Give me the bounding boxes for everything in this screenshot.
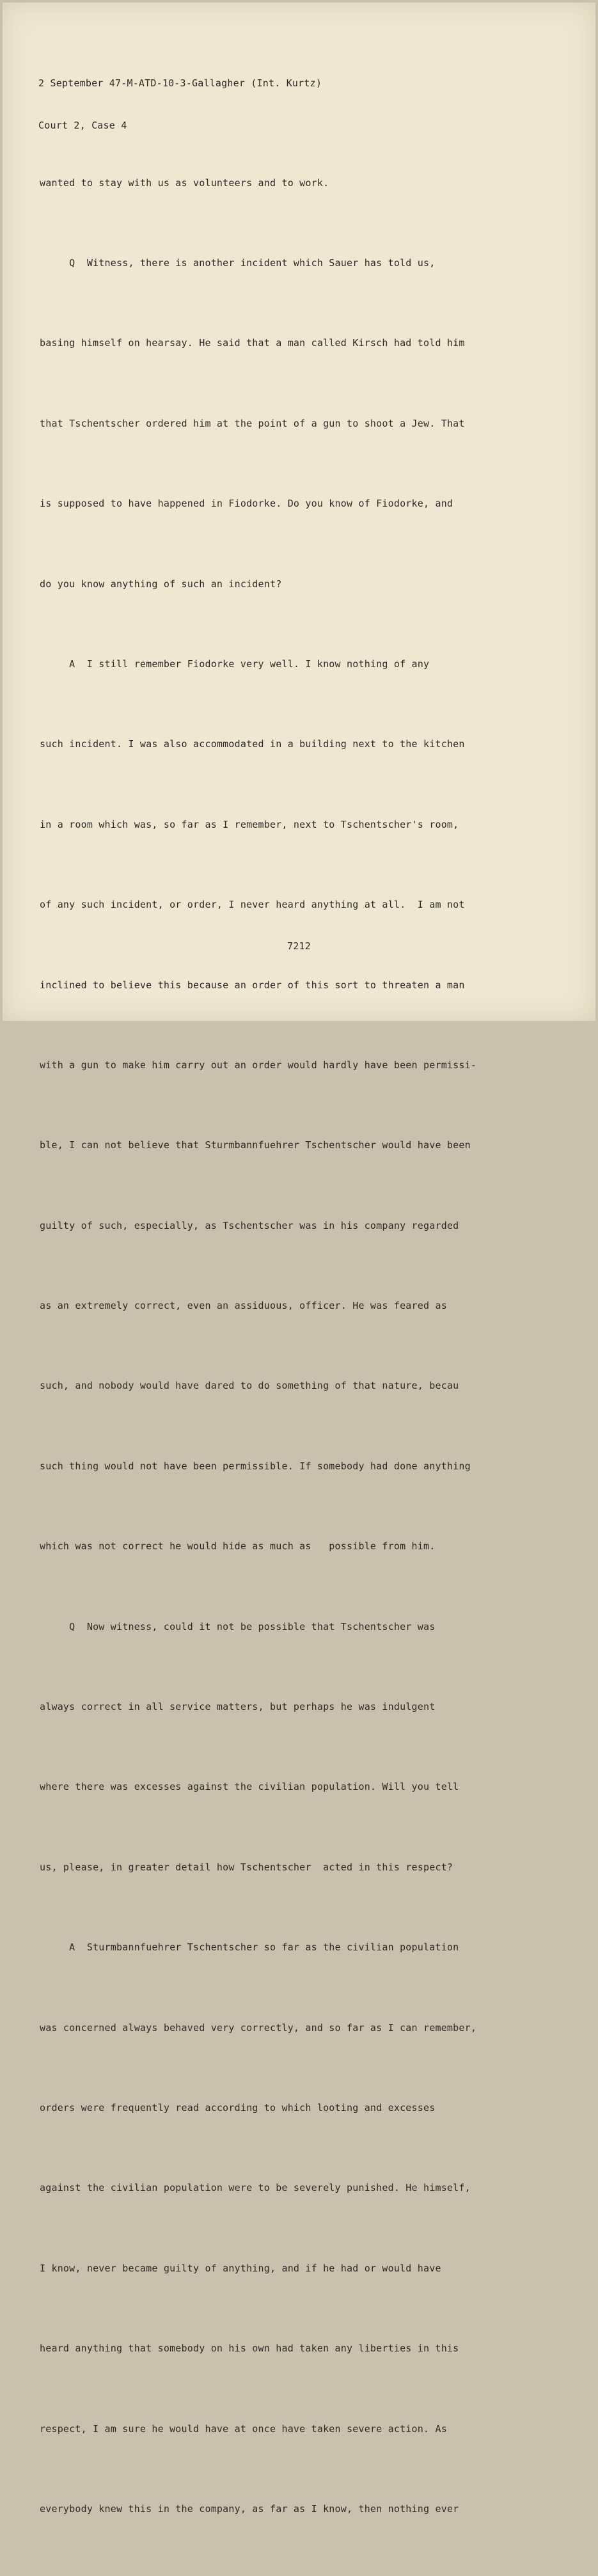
transcript-line: us, please, in greater detail how Tschentscher acted in this respect? — [40, 1861, 453, 1873]
transcript-line: basing himself on hearsay. He said that a man called Kirsch had told him — [40, 337, 465, 349]
transcript-line: guilty of such, especially, as Tschentscher was in his company regarded — [40, 1219, 459, 1231]
transcript-line: that Tschentscher ordered him at the point of a gun to shoot a Jew. That — [40, 417, 465, 429]
transcript-line: as an extremely correct, even an assiduous, officer. He was feared as — [40, 1300, 447, 1312]
transcript-line: which was not correct he would hide as much as possible from him. — [40, 1540, 436, 1553]
document-page — [3, 3, 595, 2515]
transcript-line: heard anything that somebody on his own had taken any liberties in this — [40, 2343, 459, 2355]
transcript-line: everybody knew this in the company, as far as I know, then nothing ever — [40, 2502, 459, 2515]
transcript-line: such thing would not have been permissible. If somebody had done anything — [40, 1460, 471, 1472]
transcript-line: I know, never became guilty of anything, and if he had or would have — [40, 2262, 441, 2274]
page-number: 7212 — [287, 940, 311, 952]
transcript-line: ble, I can not believe that Sturmbannfuehrer Tschentscher would have been — [40, 1139, 471, 1151]
transcript-line: against the civilian population were to be severely punished. He himself, — [40, 2182, 471, 2194]
transcript-line: Q Witness, there is another incident which Sauer has told us, — [40, 257, 436, 269]
header-reference-line: 2 September 47-M-ATD-10-3-Gallagher (Int. Kurtz) — [38, 77, 322, 89]
transcript-line: was concerned always behaved very correctly, and so far as I can remember, — [40, 2021, 477, 2034]
transcript-line: do you know anything of such an incident? — [40, 578, 282, 590]
transcript-body — [40, 116, 476, 2576]
header-court-case-line: Court 2, Case 4 — [38, 120, 127, 131]
transcript-line: orders were frequently read according to which looting and excesses — [40, 2101, 436, 2114]
transcript-line: A Sturmbannfuehrer Tschentscher so far as the civilian population — [40, 1941, 459, 1954]
transcript-line: where there was excesses against the civilian population. Will you tell — [40, 1781, 459, 1793]
transcript-line: of any such incident, or order, I never heard anything at all. I am not — [40, 899, 465, 911]
transcript-line: inclined to believe this because an order of this sort to threaten a man — [40, 979, 465, 991]
transcript-line: A I still remember Fiodorke very well. I know nothing of any — [40, 658, 430, 670]
transcript-line: is supposed to have happened in Fiodorke. Do you know of Fiodorke, and — [40, 498, 453, 510]
transcript-line: Q Now witness, could it not be possible that Tschentscher was — [40, 1620, 436, 1632]
transcript-line: in a room which was, so far as I remember, next to Tschentscher's room, — [40, 818, 459, 830]
transcript-line: with a gun to make him carry out an order would hardly have been permissi- — [40, 1059, 477, 1071]
transcript-line: such incident. I was also accommodated in a building next to the kitchen — [40, 738, 465, 750]
transcript-line: wanted to stay with us as volunteers and to work. — [40, 177, 329, 189]
transcript-line: always correct in all service matters, but perhaps he was indulgent — [40, 1701, 436, 1713]
transcript-line: such, and nobody would have dared to do something of that nature, becau — [40, 1380, 459, 1392]
transcript-line: respect, I am sure he would have at once have taken severe action. As — [40, 2422, 447, 2435]
